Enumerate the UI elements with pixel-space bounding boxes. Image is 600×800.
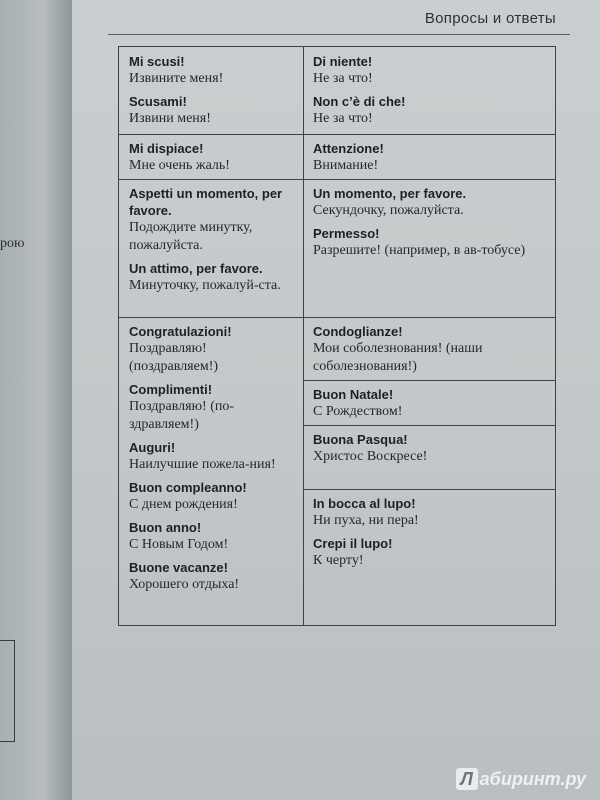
table-cell (303, 179, 557, 265)
table-cell (303, 425, 557, 471)
russian-translation: С Рождеством! (313, 404, 403, 419)
facing-page-text-fragment: рою (0, 236, 25, 251)
italian-phrase: Mi scusi! (129, 54, 185, 69)
table-cell (303, 380, 557, 426)
italian-phrase: Buon anno! (129, 520, 202, 535)
watermark (456, 768, 586, 790)
table-cell (303, 489, 557, 575)
russian-translation: Поздравляю! (поздравляем!) (129, 341, 219, 374)
russian-translation: Наилучшие пожела-ния! (129, 457, 276, 472)
italian-phrase: Mi dispiace! (129, 141, 204, 156)
italian-phrase: Aspetti un momento, per favore. (129, 186, 283, 218)
italian-phrase: Di niente! (313, 54, 373, 69)
russian-translation: С днем рождения! (129, 497, 238, 512)
italian-phrase: Permesso! (313, 226, 380, 241)
russian-translation: Извини меня! (129, 111, 211, 126)
russian-translation: Не за что! (313, 111, 373, 126)
russian-translation: Ни пуха, ни пера! (313, 513, 419, 528)
russian-translation: Подождите минутку, пожалуйста. (129, 220, 253, 253)
book-page (72, 0, 600, 800)
italian-phrase: Scusami! (129, 94, 187, 109)
italian-phrase: Auguri! (129, 440, 176, 455)
labirint-logo-icon: Л (456, 768, 478, 790)
facing-page-edge (0, 0, 72, 800)
table-cell (119, 317, 303, 599)
russian-translation: Мне очень жаль! (129, 158, 230, 173)
russian-translation: Внимание! (313, 158, 379, 173)
russian-translation: Не за что! (313, 71, 373, 86)
table-cell (119, 179, 303, 300)
italian-phrase: Condoglianze! (313, 324, 403, 339)
table-cell (119, 134, 303, 180)
italian-phrase: Crepi il lupo! (313, 536, 393, 551)
running-head: Вопросы и ответы (424, 10, 556, 27)
russian-translation: Мои соболезнования! (наши соболезнования!) (313, 341, 483, 374)
watermark-text: абиринт.ру (479, 769, 586, 789)
russian-translation: С Новым Годом! (129, 537, 229, 552)
italian-phrase: Non c’è di che! (313, 94, 406, 109)
italian-phrase: Un attimo, per favore. (129, 261, 263, 276)
russian-translation: Поздравляю! (по-здравляем!) (129, 399, 235, 432)
table-cell (303, 317, 557, 381)
phrase-table (118, 46, 556, 626)
table-cell (303, 134, 557, 180)
russian-translation: Извините меня! (129, 71, 224, 86)
russian-translation: Разрешите! (например, в ав-тобусе) (313, 243, 526, 258)
russian-translation: Христос Воскресе! (313, 449, 428, 464)
table-cell (303, 47, 557, 133)
russian-translation: Хорошего отдыха! (129, 577, 240, 592)
table-cell (119, 47, 303, 133)
italian-phrase: Buon compleanno! (129, 480, 247, 495)
italian-phrase: Buon Natale! (313, 387, 394, 402)
italian-phrase: Congratulazioni! (129, 324, 232, 339)
italian-phrase: Buona Pasqua! (313, 432, 408, 447)
russian-translation: К черту! (313, 553, 364, 568)
italian-phrase: Buone vacanze! (129, 560, 228, 575)
russian-translation: Секундочку, пожалуйста. (313, 203, 464, 218)
italian-phrase: Complimenti! (129, 382, 213, 397)
italian-phrase: In bocca al lupo! (313, 496, 416, 511)
header-rule (108, 34, 570, 35)
russian-translation: Минуточку, пожалуй-ста. (129, 278, 281, 293)
italian-phrase: Attenzione! (313, 141, 384, 156)
italian-phrase: Un momento, per favore. (313, 186, 467, 201)
facing-page-box (0, 640, 15, 742)
